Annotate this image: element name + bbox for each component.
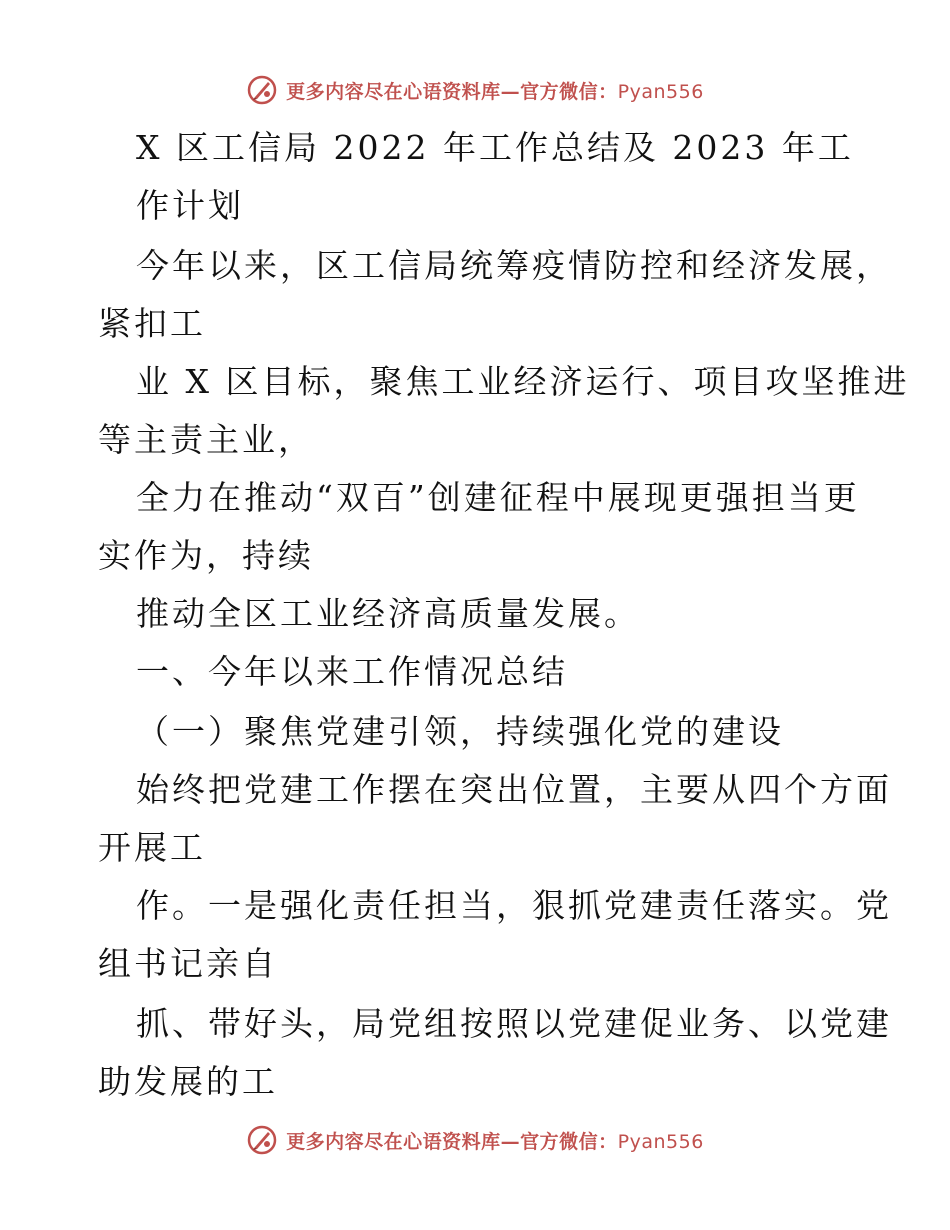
paragraph-line: 始终把党建工作摆在突出位置，主要从四个方面	[136, 770, 892, 809]
feather-pen-seal-icon	[246, 1124, 278, 1156]
watermark-text: 更多内容尽在心语资料库—官方微信：Pyan556	[286, 1130, 704, 1153]
paragraph-line: 业 X 区目标，聚焦工业经济运行、项目攻坚推进	[136, 362, 910, 401]
paragraph-line: 全力在推动“双百”创建征程中展现更强担当更	[136, 478, 860, 517]
paragraph-line: 抓、带好头，局党组按照以党建促业务、以党建	[136, 1004, 892, 1043]
paragraph-line: 组书记亲自	[98, 944, 278, 983]
paragraph-line: 作。一是强化责任担当，狠抓党建责任落实。党	[136, 886, 892, 925]
document-title-line-1: X 区工信局 2022 年工作总结及 2023 年工	[136, 128, 854, 167]
paragraph-line: 等主责主业，	[98, 420, 314, 459]
document-title-line-2: 作计划	[136, 186, 244, 225]
paragraph-line: 实作为，持续	[98, 536, 314, 575]
paragraph-line: 紧扣工	[98, 304, 206, 343]
paragraph-line: 今年以来，区工信局统筹疫情防控和经济发展，	[136, 246, 892, 285]
subsection-heading: （一）聚焦党建引领，持续强化党的建设	[136, 712, 784, 751]
watermark-text: 更多内容尽在心语资料库—官方微信：Pyan556	[286, 80, 704, 103]
section-heading: 一、今年以来工作情况总结	[136, 652, 568, 691]
paragraph-line: 开展工	[98, 828, 206, 867]
feather-pen-seal-icon	[246, 74, 278, 106]
paragraph-line: 助发展的工	[98, 1062, 278, 1101]
header-watermark	[0, 72, 950, 108]
footer-watermark	[0, 1122, 950, 1158]
paragraph-line: 推动全区工业经济高质量发展。	[136, 594, 640, 633]
